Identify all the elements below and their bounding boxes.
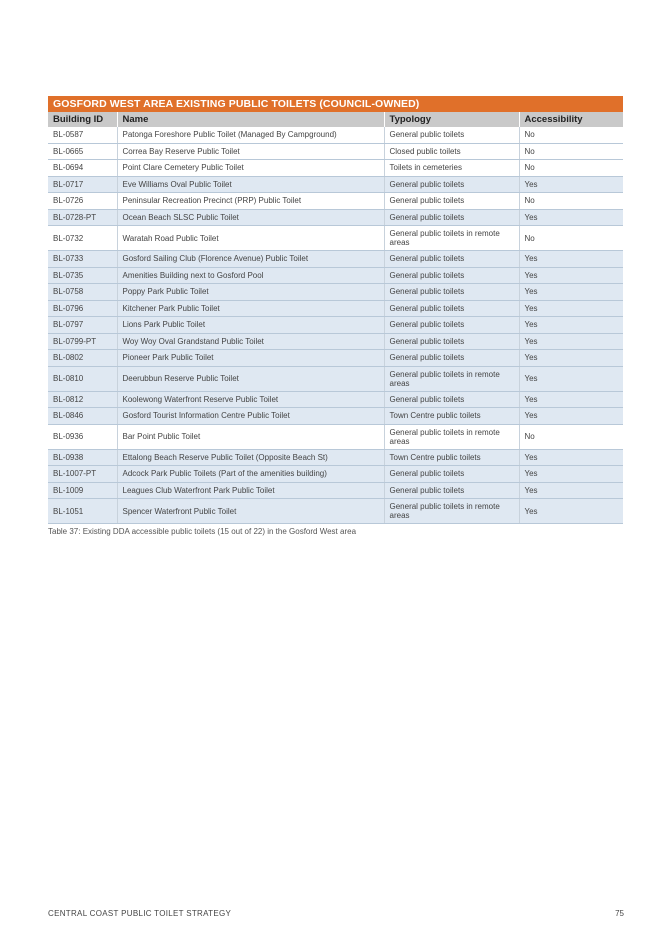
table-row <box>48 300 623 317</box>
cell-accessibility: No <box>519 127 623 143</box>
cell-accessibility: Yes <box>519 350 623 367</box>
cell-typology: General public toilets in remote areas <box>384 499 519 524</box>
table-row <box>48 366 623 391</box>
cell-typology: General public toilets <box>384 300 519 317</box>
cell-name: Gosford Tourist Information Centre Public Toilet <box>117 408 384 425</box>
table-row <box>48 284 623 301</box>
cell-name: Spencer Waterfront Public Toilet <box>117 499 384 524</box>
cell-typology: General public toilets <box>384 466 519 483</box>
cell-accessibility: No <box>519 143 623 160</box>
cell-name: Ettalong Beach Reserve Public Toilet (Opposite Beach St) <box>117 449 384 466</box>
cell-building-id: BL-0732 <box>48 226 117 251</box>
cell-name: Poppy Park Public Toilet <box>117 284 384 301</box>
cell-accessibility: Yes <box>519 391 623 408</box>
cell-accessibility: Yes <box>519 176 623 193</box>
cell-name: Koolewong Waterfront Reserve Public Toilet <box>117 391 384 408</box>
cell-building-id: BL-0717 <box>48 176 117 193</box>
cell-accessibility: No <box>519 424 623 449</box>
cell-typology: General public toilets <box>384 284 519 301</box>
cell-building-id: BL-0726 <box>48 193 117 210</box>
cell-accessibility: Yes <box>519 466 623 483</box>
cell-accessibility: Yes <box>519 317 623 334</box>
cell-typology: General public toilets <box>384 391 519 408</box>
cell-accessibility: No <box>519 226 623 251</box>
cell-typology: General public toilets <box>384 333 519 350</box>
cell-accessibility: No <box>519 160 623 177</box>
cell-name: Waratah Road Public Toilet <box>117 226 384 251</box>
cell-building-id: BL-0797 <box>48 317 117 334</box>
cell-name: Kitchener Park Public Toilet <box>117 300 384 317</box>
cell-name: Peninsular Recreation Precinct (PRP) Public Toilet <box>117 193 384 210</box>
cell-typology: General public toilets <box>384 251 519 268</box>
cell-typology: General public toilets in remote areas <box>384 366 519 391</box>
cell-accessibility: No <box>519 193 623 210</box>
cell-typology: Town Centre public toilets <box>384 449 519 466</box>
cell-typology: General public toilets <box>384 127 519 143</box>
cell-accessibility: Yes <box>519 300 623 317</box>
cell-accessibility: Yes <box>519 408 623 425</box>
header-typology: Typology <box>384 112 519 127</box>
cell-building-id: BL-0694 <box>48 160 117 177</box>
cell-accessibility: Yes <box>519 482 623 499</box>
header-name: Name <box>117 112 384 127</box>
table-row <box>48 391 623 408</box>
cell-typology: General public toilets <box>384 482 519 499</box>
cell-name: Adcock Park Public Toilets (Part of the amenities building) <box>117 466 384 483</box>
cell-building-id: BL-0812 <box>48 391 117 408</box>
cell-name: Correa Bay Reserve Public Toilet <box>117 143 384 160</box>
table-row <box>48 193 623 210</box>
cell-name: Bar Point Public Toilet <box>117 424 384 449</box>
table-row <box>48 176 623 193</box>
cell-building-id: BL-0936 <box>48 424 117 449</box>
table-header-row <box>48 112 623 127</box>
cell-typology: Toilets in cemeteries <box>384 160 519 177</box>
cell-building-id: BL-0587 <box>48 127 117 143</box>
cell-building-id: BL-0758 <box>48 284 117 301</box>
cell-typology: Closed public toilets <box>384 143 519 160</box>
table-title: GOSFORD WEST AREA EXISTING PUBLIC TOILETS (COUNCIL-OWNED) <box>48 96 623 112</box>
table-row <box>48 350 623 367</box>
cell-name: Ocean Beach SLSC Public Toilet <box>117 209 384 226</box>
cell-building-id: BL-1051 <box>48 499 117 524</box>
cell-name: Deerubbun Reserve Public Toilet <box>117 366 384 391</box>
cell-building-id: BL-0735 <box>48 267 117 284</box>
table-row <box>48 251 623 268</box>
table-row <box>48 333 623 350</box>
cell-building-id: BL-1007-PT <box>48 466 117 483</box>
cell-name: Eve Williams Oval Public Toilet <box>117 176 384 193</box>
table-caption: Table 37: Existing DDA accessible public toilets (15 out of 22) in the Gosford West area <box>48 527 357 536</box>
cell-building-id: BL-0810 <box>48 366 117 391</box>
cell-typology: General public toilets in remote areas <box>384 226 519 251</box>
cell-name: Woy Woy Oval Grandstand Public Toilet <box>117 333 384 350</box>
cell-typology: General public toilets <box>384 176 519 193</box>
table-row <box>48 226 623 251</box>
table-row <box>48 499 623 524</box>
header-accessibility: Accessibility <box>519 112 623 127</box>
cell-name: Gosford Sailing Club (Florence Avenue) Public Toilet <box>117 251 384 268</box>
table-row <box>48 466 623 483</box>
cell-name: Lions Park Public Toilet <box>117 317 384 334</box>
cell-typology: General public toilets <box>384 267 519 284</box>
cell-building-id: BL-0728-PT <box>48 209 117 226</box>
cell-name: Patonga Foreshore Public Toilet (Managed By Campground) <box>117 127 384 143</box>
cell-typology: Town Centre public toilets <box>384 408 519 425</box>
table-row <box>48 449 623 466</box>
cell-building-id: BL-0665 <box>48 143 117 160</box>
table-row <box>48 317 623 334</box>
cell-building-id: BL-0796 <box>48 300 117 317</box>
cell-building-id: BL-1009 <box>48 482 117 499</box>
cell-accessibility: Yes <box>519 449 623 466</box>
cell-typology: General public toilets <box>384 317 519 334</box>
table-row <box>48 408 623 425</box>
cell-accessibility: Yes <box>519 209 623 226</box>
cell-building-id: BL-0846 <box>48 408 117 425</box>
cell-accessibility: Yes <box>519 333 623 350</box>
cell-typology: General public toilets <box>384 209 519 226</box>
table-row <box>48 482 623 499</box>
table-row <box>48 209 623 226</box>
table-row <box>48 160 623 177</box>
toilets-table <box>48 112 623 524</box>
table-row <box>48 127 623 143</box>
footer-document-title: CENTRAL COAST PUBLIC TOILET STRATEGY <box>48 909 232 918</box>
cell-building-id: BL-0802 <box>48 350 117 367</box>
cell-name: Pioneer Park Public Toilet <box>117 350 384 367</box>
cell-building-id: BL-0799-PT <box>48 333 117 350</box>
cell-accessibility: Yes <box>519 284 623 301</box>
cell-name: Point Clare Cemetery Public Toilet <box>117 160 384 177</box>
cell-accessibility: Yes <box>519 251 623 268</box>
table-row <box>48 267 623 284</box>
header-building-id: Building ID <box>48 112 117 127</box>
cell-accessibility: Yes <box>519 366 623 391</box>
cell-name: Amenities Building next to Gosford Pool <box>117 267 384 284</box>
footer-page-number: 75 <box>615 909 624 918</box>
cell-building-id: BL-0733 <box>48 251 117 268</box>
cell-building-id: BL-0938 <box>48 449 117 466</box>
cell-accessibility: Yes <box>519 499 623 524</box>
cell-name: Leagues Club Waterfront Park Public Toilet <box>117 482 384 499</box>
table-row <box>48 143 623 160</box>
cell-typology: General public toilets <box>384 193 519 210</box>
table-row <box>48 424 623 449</box>
cell-typology: General public toilets in remote areas <box>384 424 519 449</box>
cell-typology: General public toilets <box>384 350 519 367</box>
cell-accessibility: Yes <box>519 267 623 284</box>
toilets-table-container <box>48 96 623 524</box>
